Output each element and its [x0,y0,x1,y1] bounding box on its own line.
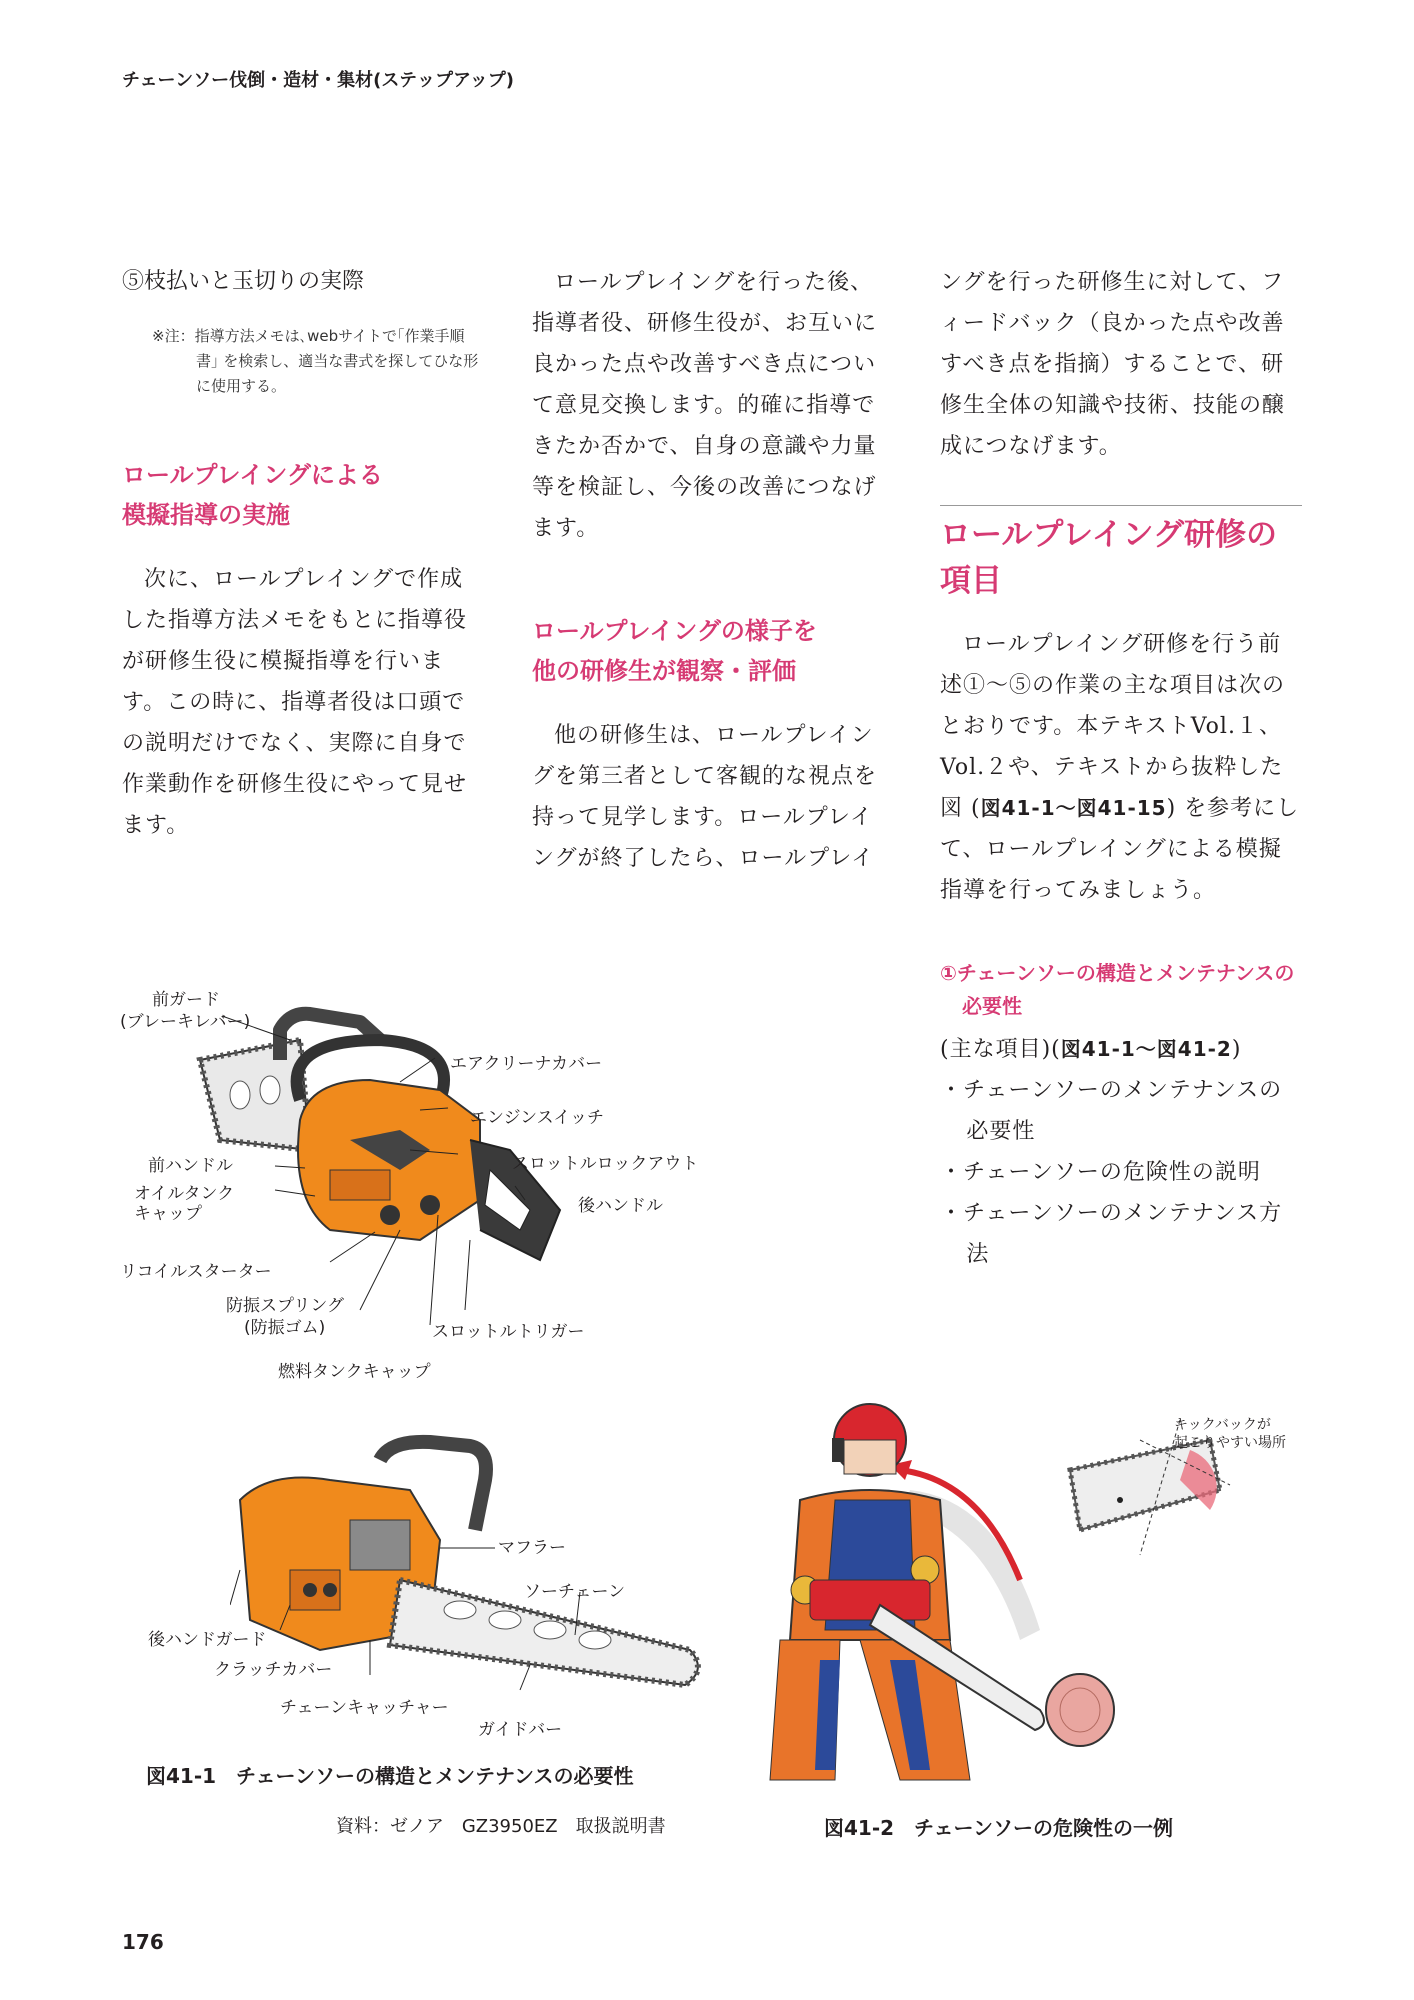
label-muffler: マフラー [498,1538,566,1558]
figure-41-2-caption: 図41-2 チェーンソーの危険性の一例 [824,1816,1174,1840]
label-throttle-trigger: スロットルトリガー [432,1322,585,1342]
heading-line-2: 他の研修生が観察・評価 [532,657,796,685]
main-items-line [940,1029,1302,1070]
heading-line-1: ロールプレイング研修の [940,517,1277,553]
note-text: ※注：指導方法メモは､webサイトで｢作業手順書｣ を検索し、適当な書式を探してひな形に使用する。 [152,327,479,395]
label-guide-bar: ガイドバー [478,1720,563,1740]
column-1 [122,262,482,846]
chainsaw-side-illustration [230,1430,710,1730]
paragraph-observation: 他の研修生は、ロールプレイングを第三者として客観的な視点を持って見学します。ロールプレイングが終了したら、ロールプレイ [532,723,878,871]
paragraph-part-a: ロールプレイング研修を行う前述①〜⑤の作業の主な項目は次のとおりです。本テキストVol.１、Vol.２や、テキストから抜粋した図 ( [940,632,1286,821]
sub-heading-structure-maintenance: ①チェーンソーの構造とメンテナンスの必要性 [940,961,1295,1018]
main-items-suffix: ) [1231,1037,1242,1062]
label-saw-chain: ソーチェーン [524,1582,626,1602]
column-3 [940,262,1302,1275]
label-oil-tank-cap-2: キャップ [134,1204,202,1224]
label-air-cleaner-cover: エアクリーナカバー [450,1054,603,1074]
paragraph-feedback-continued: ングを行った研修生に対して、フィードバック（良かった点や改善すべき点を指摘）することで、研修生全体の知識や技術、技能の醸成につなげます。 [940,270,1286,459]
heading-line-2: 模擬指導の実施 [122,501,290,529]
label-antivibration-rubber: (防振ゴム) [244,1318,326,1338]
paragraph-training-items [940,624,1302,911]
label-front-handle: 前ハンドル [148,1156,233,1176]
label-fuel-tank-cap: 燃料タンクキャップ [278,1362,431,1382]
label-clutch-cover: クラッチカバー [214,1660,333,1680]
main-items-prefix: (主な項目)( [940,1037,1061,1062]
label-kickback-2: 起こりやすい場所 [1174,1435,1286,1451]
paragraph-feedback-exchange: ロールプレイングを行った後、指導者役、研修生役が、お互いに良かった点や改善すべき点について意見交換します。的確に指導できたか否かで、自身の意識や力量等を検証し、今後の改善につなげます。 [532,270,878,541]
paragraph-mock-guidance: 次に、ロールプレイングで作成した指導方法メモをもとに指導役が研修生役に模擬指導を行います。この時に、指導者役は口頭での説明だけでなく、実際に自身で作業動作を研修生役にやって見せます。 [122,567,468,838]
heading-training-items [940,505,1302,604]
label-throttle-lockout: スロットルロックアウト [512,1154,699,1174]
figure-41-1-source: 資料：ゼノア GZ3950EZ 取扱説明書 [336,1816,666,1837]
heading-line-1: ロールプレイングによる [122,461,383,489]
paragraph-part-b: ) を参考にして、ロールプレイングによる模擬指導を行ってみましょう。 [940,796,1300,903]
heading-line-2: 項目 [940,563,1002,599]
main-items-ref: 図41-1〜図41-2 [1060,1037,1232,1061]
figure-41-1-caption: 図41-1 チェーンソーの構造とメンテナンスの必要性 [146,1764,634,1788]
running-head: チェーンソー伐倒・造材・集材(ステップアップ) [122,70,514,91]
bullet-item: ・チェーンソーのメンテナンス方法 [940,1201,1283,1267]
heading-observe-evaluate [532,611,890,691]
item-5-heading: ⑤枝払いと玉切りの実際 [122,269,365,294]
bullet-item: ・チェーンソーのメンテナンスの必要性 [940,1078,1283,1144]
label-engine-switch: エンジンスイッチ [470,1108,604,1128]
column-2 [532,262,890,879]
figure-reference: 図41-1〜図41-15 [980,796,1167,820]
heading-line-1: ロールプレイングの様子を [532,617,817,645]
bullet-item: ・チェーンソーの危険性の説明 [940,1160,1261,1185]
label-recoil-starter: リコイルスターター [120,1262,272,1282]
label-kickback-1: キックバックが [1174,1417,1271,1433]
label-rear-hand-guard: 後ハンドガード [148,1630,267,1650]
label-front-guard: 前ガード [152,990,220,1010]
page-number: 176 [122,1930,164,1954]
label-antivibration-spring: 防振スプリング [226,1296,344,1316]
label-oil-tank-cap-1: オイルタンク [134,1184,235,1204]
label-brake-lever: (ブレーキレバー) [120,1012,251,1032]
heading-roleplay-mock [122,455,482,535]
label-chain-catcher: チェーンキャッチャー [280,1698,449,1718]
label-rear-handle: 後ハンドル [578,1196,663,1216]
